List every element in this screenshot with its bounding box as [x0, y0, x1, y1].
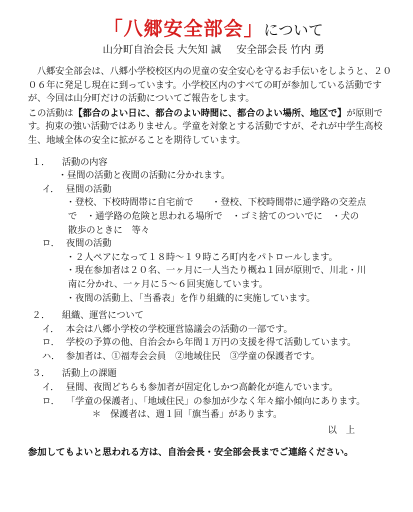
- section-1-title: 活動の内容: [62, 157, 108, 168]
- intro-2-pre: この活動は: [28, 108, 74, 119]
- section-1a-line-1: ・登校、下校時間帯に自宅前で ・登校、下校時間帯に通学路の交差点: [66, 198, 367, 209]
- end-mark: 以 上: [327, 425, 355, 436]
- document-title: [28, 18, 399, 41]
- section-3-title: 活動上の課題: [62, 369, 117, 380]
- section-3a-text: 昼間、夜間どちらも参加者が固定化しかつ高齢化が進んでいます。: [66, 383, 339, 394]
- section-3a: [28, 382, 399, 396]
- section-2b-mark: ロ．: [42, 338, 60, 349]
- intro-paragraph-2: [28, 107, 399, 149]
- section-1a-line-3: 散歩のときに 等々: [68, 225, 150, 236]
- section-3a-mark: イ．: [42, 383, 60, 394]
- section-2-heading: [28, 310, 399, 324]
- section-2b: [28, 337, 399, 351]
- section-2a-mark: イ．: [42, 324, 60, 335]
- intro-2-post: が原則です。拘束の強い活動ではありません。学童を対象とする活動ですが、それが中学生高校生、地域全体の安全に拡がることを期待しています。: [28, 108, 383, 146]
- section-1-number: １．: [32, 157, 51, 168]
- section-1a-title: 昼間の活動: [66, 184, 112, 195]
- title-suffix: について: [263, 21, 324, 39]
- document-subtitle: [28, 44, 399, 58]
- closing-message: 参加してもよいと思われる方は、自治会長・安全部会長までご連絡ください。: [28, 447, 354, 459]
- section-1-item: ・昼間の活動と夜間の活動に分かれます。: [58, 171, 231, 182]
- section-3-number: ３．: [32, 369, 51, 380]
- author-2: 安全部会長 竹内 勇: [236, 45, 325, 56]
- section-1b-mark: ロ．: [42, 239, 60, 250]
- section-3-note: ＊ 保護者は、週１回「旗当番」があります。: [92, 410, 283, 421]
- section-2b-text: 学校の予算の他、自治会から年間１万円の支援を得て活動しています。: [66, 338, 357, 349]
- section-2c: [28, 351, 399, 365]
- section-1-heading: [28, 157, 399, 171]
- section-1a-mark: イ．: [42, 184, 60, 195]
- section-3b-mark: ロ．: [42, 396, 60, 407]
- section-2c-text: 参加者は、①福寿会会員 ②地域住民 ③学童の保護者です。: [66, 351, 320, 362]
- section-2c-mark: ハ．: [42, 351, 61, 362]
- section-1a-line-2: で ・通学路の危険と思われる場所で ・ゴミ捨てのついでに ・犬の: [68, 211, 360, 222]
- section-1a-heading: [28, 184, 399, 198]
- section-1b-line-3: 南に分かれ、一ヶ月に５～６回実施しています。: [68, 279, 268, 290]
- intro-2-bold: 【都合のよい日に、都合のよい時間に、都合のよい場所、地区で】: [73, 107, 347, 119]
- section-3-heading: [28, 368, 399, 382]
- section-2a: [28, 324, 399, 338]
- section-2a-text: 本会は八郷小学校の学校運営協議会の活動の一部です。: [66, 324, 293, 335]
- section-2-title: 組織、運営について: [62, 311, 144, 322]
- section-3b: [28, 396, 399, 410]
- section-1b-line-4: ・夜間の活動上、「当番表」を作り組織的に実施しています。: [66, 293, 316, 304]
- intro-paragraph-1: 八郷安全部会は、八郷小学校校区内の児童の安全安心を守るお手伝いをしようと、２００６年に発足し現在に到っています。小学校区内のすべての町が参加している活動ですが、今回は山分町だけの活動についてご報告をします。: [28, 67, 392, 105]
- section-1b-line-1: ・２人ペアになって１８時～１９時ころ町内をパトロールします。: [66, 252, 338, 263]
- section-1b-heading: [28, 238, 399, 252]
- section-2-number: ２．: [32, 311, 51, 322]
- title-main: 「八郷安全部会」: [103, 18, 264, 40]
- section-1b-title: 夜間の活動: [66, 239, 112, 250]
- section-3b-text: 「学童の保護者」、「地域住民」の参加が少なく年々縮小傾向にあります。: [66, 396, 366, 407]
- section-1b-line-2: ・現在参加者は２０名、一ヶ月に一人当たり概ね１回が原則で、川北・川: [66, 266, 366, 277]
- author-1: 山分町自治会長 大矢知 誠: [102, 45, 222, 56]
